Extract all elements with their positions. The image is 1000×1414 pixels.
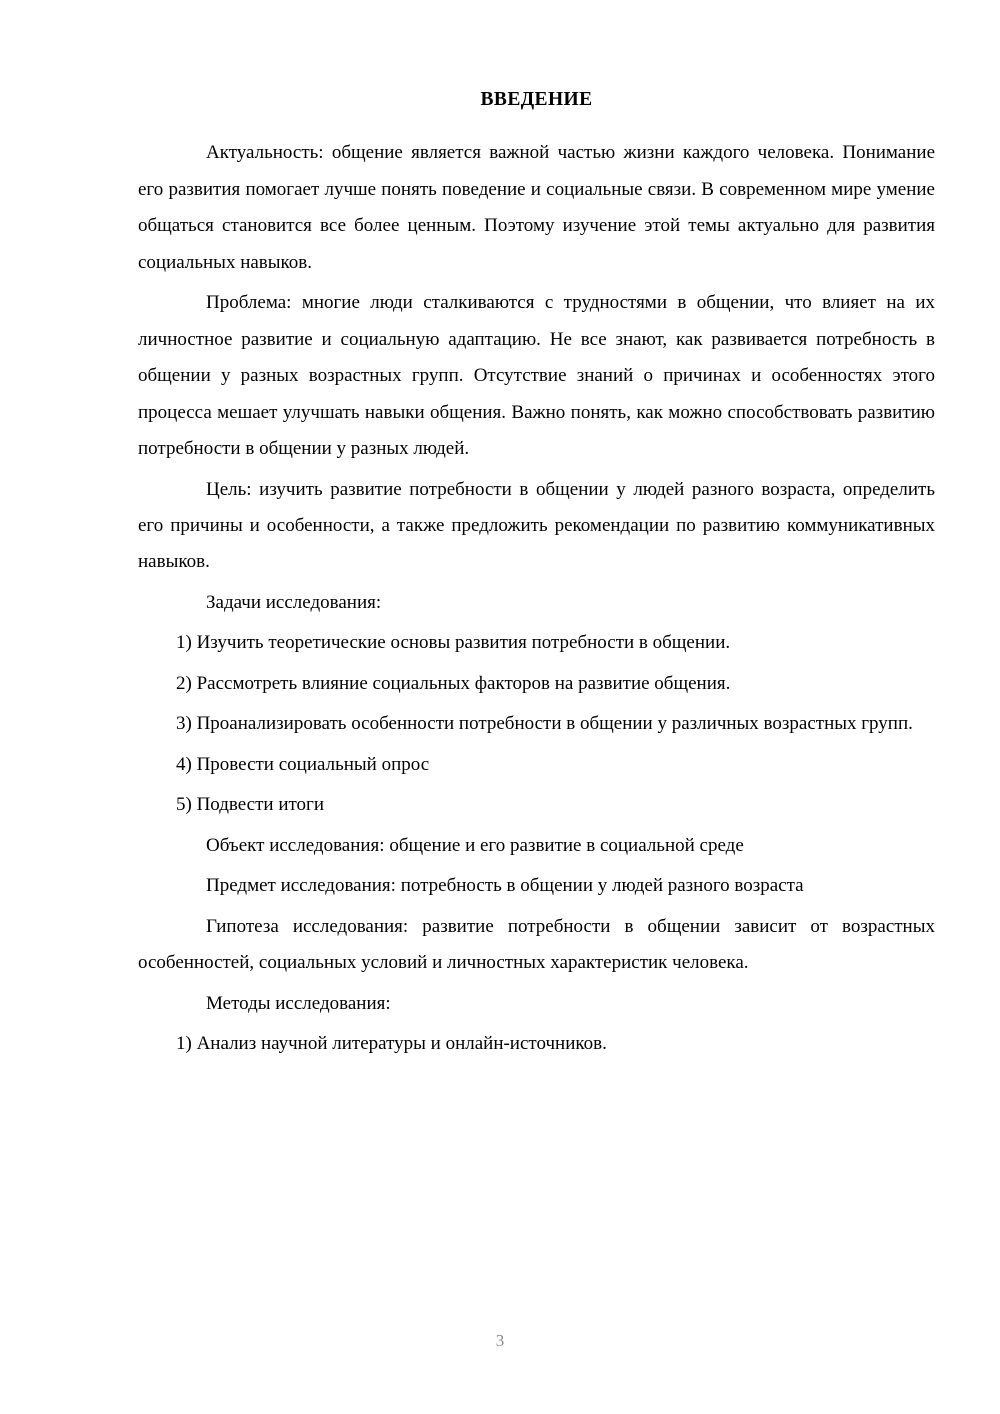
- paragraph-goal: Цель: изучить развитие потребности в общении у людей разного возраста, определить его причины и особенности, а также предложить рекомендации по развитию коммуникативных навыков.: [138, 478, 935, 573]
- heading-research-tasks: Задачи исследования:: [206, 591, 382, 613]
- task-item-1: 1) Изучить теоретические основы развития потребности в общении.: [176, 632, 731, 654]
- paragraph-relevance: Актуальность: общение является важной частью жизни каждого человека. Понимание его развития помогает лучше понять поведение и социальные связи. В современном мире умение общаться становится все более ценным. Поэтому изучение этой темы актуально для развития социальных навыков.: [138, 142, 935, 273]
- paragraph-subject-of-study: Предмет исследования: потребность в общении у людей разного возраста: [206, 875, 804, 897]
- paragraph-object-of-study: Объект исследования: общение и его развитие в социальной среде: [206, 834, 744, 856]
- task-item-4: 4) Провести социальный опрос: [176, 753, 430, 775]
- heading-research-methods: Методы исследования:: [206, 992, 391, 1014]
- task-item-2: 2) Рассмотреть влияние социальных факторов на развитие общения.: [176, 672, 731, 694]
- task-item-3: 3) Проанализировать особенности потребности в общении у различных возрастных групп.: [176, 713, 913, 735]
- document-body: [138, 86, 935, 1067]
- task-item-5: 5) Подвести итоги: [176, 794, 325, 816]
- page-number: 3: [495, 1331, 505, 1350]
- paragraph-problem: Проблема: многие люди сталкиваются с трудностями в общении, что влияет на их личностное развитие и социальную адаптацию. Не все знают, как развивается потребность в общении у разных возрастных групп. Отсутствие знаний о причинах и особенностях этого процесса мешает улучшать навыки общения. Важно понять, как можно способствовать развитию потребности в общении у разных людей.: [138, 292, 935, 460]
- method-item-1: 1) Анализ научной литературы и онлайн-источников.: [176, 1033, 607, 1055]
- page-title: ВВЕДЕНИЕ: [480, 89, 593, 110]
- paragraph-hypothesis: Гипотеза исследования: развитие потребности в общении зависит от возрастных особенностей, социальных условий и личностных характеристик человека.: [138, 915, 935, 974]
